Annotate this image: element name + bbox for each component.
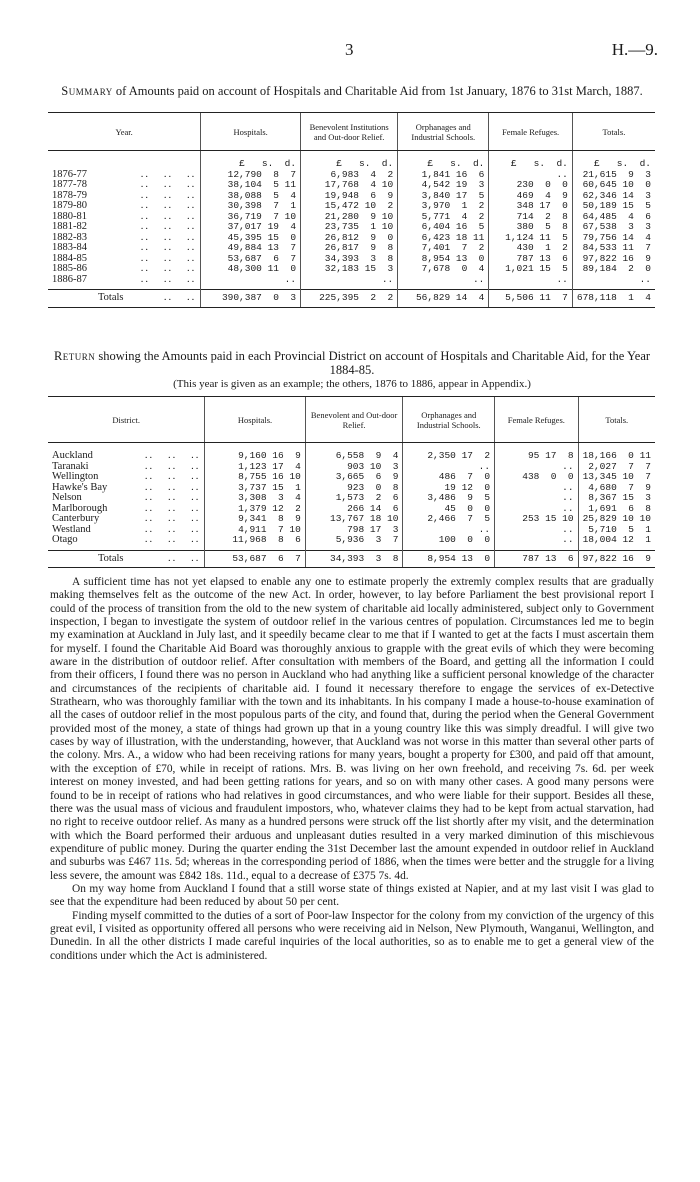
totals-label-text: Totals <box>98 292 124 303</box>
value-cell: .. <box>301 275 398 290</box>
value-cell: 798 17 3 <box>305 525 403 536</box>
value-cell: 26,812 9 0 <box>301 233 398 244</box>
value-cell: 4,911 7 10 <box>205 525 305 536</box>
total-cell: 787 13 6 <box>495 550 579 568</box>
value-cell: 45,395 15 0 <box>201 233 301 244</box>
units-cell: £ s. d. <box>572 151 655 170</box>
value-cell: 1,379 12 2 <box>205 504 305 515</box>
value-cell: 5,936 3 7 <box>305 535 403 550</box>
value-cell: 38,088 5 4 <box>201 191 301 202</box>
body-text <box>50 576 654 963</box>
leader-dots: .. .. .. <box>144 460 201 472</box>
row-label-text: 1886-87 <box>52 273 87 285</box>
value-cell: 8,367 15 3 <box>578 493 655 504</box>
leader-dots: .. .. .. <box>140 179 197 190</box>
value-cell: 11,968 8 6 <box>205 535 305 550</box>
row-label <box>48 535 205 550</box>
value-cell: 60,645 10 0 <box>572 180 655 191</box>
value-cell: 787 13 6 <box>489 254 572 265</box>
value-cell: 21,615 9 3 <box>572 170 655 181</box>
value-cell: 1,573 2 6 <box>305 493 403 504</box>
row-label-text: 1884-85 <box>52 252 87 264</box>
row-label <box>48 443 205 462</box>
value-cell: 62,346 14 3 <box>572 191 655 202</box>
value-cell: 30,398 7 1 <box>201 201 301 212</box>
value-cell: 9,160 16 9 <box>205 443 305 462</box>
paragraph: A sufficient time has not yet elapsed to enable any one to estimate properly the extremly complex results that are gradually making themselves felt as the outcome of the new Act. In order, however, to lay before Parliament the best provisional report I could of the process of transition from the old to the new system of charitable aid locally administered, subject only to Government inspection, I began to investigate the system of outdoor relief in the various centres of population. Circumstances led me to begin my examination at Auckland in July last, and it speedily became clear to me that if I wanted to get at the facts I must ascertain them for myself. I found the Charitable Aid Board was thoroughly anxious to grapple with the great evils of which they were becoming aware in the distribution of outdoor relief. After consultation with members of the Board, and getting all the information I could from their officers, I found there was no person in Auckland who had anything like a sufficient personal knowledge of the character and circumstances of the recipients of charitable aid. I found it necessary therefore to engage the services of ex-Detective Strathearn, who was thoroughly familiar with the town and its inhabitants. In his company I made a house-to-house examination of all the cases of outdoor relief in the most populous parts of the city, and found that, during the period when the General Government provided most of the money, a state of things had grown up that in a young country like this was simply dreadful. I will give two cases by way of illustration, with the understanding, however, that Auckland was not worse in this matter than several other parts of the colony. Mrs. A., a widow who had been receiving rations for many years, bought a property for £300, and paid off that amount, with the exception of £70, while in receipt of rations. Mrs. B. was living on her own freehold, and receiving 7s. 6d. per week interest on money invested, and had been getting rations for years, and so on with many other cases. A good many persons were found to be in receipt of rations who had relatives in good circumstances, and who were liable for their support. Besides all these, there was the usual mass of vicious and fraudulent impostors, who, whatever claims they had to be kept from actual starvation, had no right to receive outdoor relief. As many as a hundred persons were struck off the list shortly after my visit, and the determination with which the Board performed their arduous and unpleasant duties resulted in a very marked diminution of this mischievous expenditure of public money. During the quarter ending the 31st December last the amount expended in outdoor relief in Auckland and suburbs was £467 11s. 5d; whereas in the corresponding period of 1886, when the times were better and the struggle for a living less severe, the amount was £842 18s. 11d., equal to a decrease of £375 7s. 4d. <box>50 576 654 882</box>
totals-label <box>48 290 201 308</box>
value-cell: 6,558 9 4 <box>305 443 403 462</box>
value-cell: 53,687 6 7 <box>201 254 301 265</box>
value-cell: .. <box>489 275 572 290</box>
units-cell: £ s. d. <box>301 151 398 170</box>
table-row <box>48 222 655 233</box>
row-label-text: 1876-77 <box>52 168 87 180</box>
col-orphanages: Orphanages and Industrial Schools. <box>403 397 495 443</box>
leader-dots: .. .. .. <box>140 200 197 211</box>
leader-dots: .. .. <box>167 552 201 564</box>
total-cell: 97,822 16 9 <box>578 550 655 568</box>
leader-dots: .. .. .. <box>140 221 197 232</box>
value-cell: 430 1 2 <box>489 243 572 254</box>
value-cell: 1,124 11 5 <box>489 233 572 244</box>
value-cell: 266 14 6 <box>305 504 403 515</box>
value-cell: 100 0 0 <box>403 535 495 550</box>
leader-dots: .. .. .. <box>140 273 197 285</box>
total-cell: 5,506 11 7 <box>489 290 572 308</box>
total-cell: 56,829 14 4 <box>398 290 489 308</box>
leader-dots: .. .. .. <box>144 471 201 482</box>
col-totals: Totals. <box>578 397 655 443</box>
return-title <box>50 349 654 377</box>
value-cell: 50,189 15 5 <box>572 201 655 212</box>
value-cell: 38,104 5 11 <box>201 180 301 191</box>
value-cell: 714 2 8 <box>489 212 572 223</box>
value-cell: 1,021 15 5 <box>489 264 572 275</box>
value-cell: 5,710 5 1 <box>578 525 655 536</box>
value-cell: 438 0 0 <box>495 472 579 483</box>
value-cell: 7,678 0 4 <box>398 264 489 275</box>
value-cell: 3,486 9 5 <box>403 493 495 504</box>
value-cell: 17,768 4 10 <box>301 180 398 191</box>
value-cell: .. <box>201 275 301 290</box>
leader-dots: .. .. .. <box>144 481 201 493</box>
value-cell: 64,485 4 6 <box>572 212 655 223</box>
value-cell: 923 0 8 <box>305 483 403 494</box>
value-cell: 380 5 8 <box>489 222 572 233</box>
total-cell: 34,393 3 8 <box>305 550 403 568</box>
totals-label-text: Totals <box>98 552 124 564</box>
table-row <box>48 535 655 550</box>
value-cell: .. <box>495 504 579 515</box>
row-label-text: 1878-79 <box>52 189 87 201</box>
leader-dots: .. .. .. <box>140 189 197 201</box>
value-cell: 45 0 0 <box>403 504 495 515</box>
value-cell: 19,948 6 9 <box>301 191 398 202</box>
units-row <box>48 151 655 170</box>
col-hospitals: Hospitals. <box>205 397 305 443</box>
value-cell: 49,884 13 7 <box>201 243 301 254</box>
row-label-text: 1880-81 <box>52 210 87 222</box>
value-cell: 1,123 17 4 <box>205 462 305 473</box>
value-cell: 18,166 0 11 <box>578 443 655 462</box>
row-label-text: Auckland <box>52 450 93 461</box>
value-cell: 2,466 7 5 <box>403 514 495 525</box>
units-cell: £ s. d. <box>398 151 489 170</box>
total-cell: 225,395 2 2 <box>301 290 398 308</box>
total-cell: 390,387 0 3 <box>201 290 301 308</box>
leader-dots: .. .. .. <box>144 513 201 524</box>
value-cell: .. <box>495 462 579 473</box>
leader-dots: .. .. .. <box>144 502 201 514</box>
value-cell: 1,691 6 8 <box>578 504 655 515</box>
return-title-lead: Return <box>53 349 96 363</box>
table-row <box>48 493 655 504</box>
table-row <box>48 180 655 191</box>
row-label-text: 1882-83 <box>52 231 87 243</box>
col-hospitals: Hospitals. <box>201 113 301 151</box>
page-number: 3 <box>345 40 354 59</box>
value-cell: 3,970 1 2 <box>398 201 489 212</box>
value-cell: 12,790 8 7 <box>201 170 301 181</box>
value-cell: 903 10 3 <box>305 462 403 473</box>
value-cell: 348 17 0 <box>489 201 572 212</box>
value-cell: 7,401 7 2 <box>398 243 489 254</box>
leader-dots: .. .. .. <box>140 168 197 180</box>
col-totals: Totals. <box>572 113 655 151</box>
row-label-text: Canterbury <box>52 513 100 524</box>
value-cell: .. <box>495 493 579 504</box>
value-cell: 6,423 18 11 <box>398 233 489 244</box>
row-label-text: 1883-84 <box>52 242 87 253</box>
value-cell: 89,184 2 0 <box>572 264 655 275</box>
return-title-rest: showing the Amounts paid in each Provincial District on account of Hospitals and Charitable Aid, for the Year 1884-85. <box>95 349 651 377</box>
totals-label <box>48 550 205 568</box>
value-cell: .. <box>403 462 495 473</box>
value-cell: 25,829 10 10 <box>578 514 655 525</box>
leader-dots: .. .. .. <box>140 263 197 274</box>
table-row <box>48 243 655 254</box>
col-benevolent: Benevolent Institutions and Out-door Relief. <box>301 113 398 151</box>
units-cell: £ s. d. <box>489 151 572 170</box>
row-label-text: Wellington <box>52 471 99 482</box>
row-label-text: 1881-82 <box>52 221 87 232</box>
total-cell: 678,118 1 4 <box>572 290 655 308</box>
row-label-text: Marlborough <box>52 502 108 514</box>
document-code: H.—9. <box>611 40 658 59</box>
value-cell: 13,345 10 7 <box>578 472 655 483</box>
value-cell: 1,841 16 6 <box>398 170 489 181</box>
value-cell: 32,183 15 3 <box>301 264 398 275</box>
value-cell: 84,533 11 7 <box>572 243 655 254</box>
total-cell: 53,687 6 7 <box>205 550 305 568</box>
value-cell: 9,341 8 9 <box>205 514 305 525</box>
leader-dots: .. .. .. <box>140 231 197 243</box>
value-cell: .. <box>495 535 579 550</box>
value-cell: 15,472 10 2 <box>301 201 398 212</box>
value-cell: 6,983 4 2 <box>301 170 398 181</box>
table-row <box>48 264 655 275</box>
paragraph: Finding myself committed to the duties of a sort of Poor-law Inspector for the colony from my conviction of the urgency of this great evil, I visited as opportunity offered all persons who were receiving aid in Nelson, New Plymouth, Wanganui, Wellington, and Dunedin. In all the other districts I made careful inquiries of the local authorities, so as to enable me to get a general view of the conditions under which the Act is administered. <box>50 909 654 962</box>
value-cell: 8,954 13 0 <box>398 254 489 265</box>
page-header <box>0 40 700 62</box>
value-cell: 19 12 0 <box>403 483 495 494</box>
totals-row <box>48 290 655 308</box>
col-orphanages: Orphanages and Industrial Schools. <box>398 113 489 151</box>
value-cell: 26,817 9 8 <box>301 243 398 254</box>
row-label-text: Otago <box>52 534 78 545</box>
value-cell: 3,737 15 1 <box>205 483 305 494</box>
value-cell: .. <box>495 483 579 494</box>
row-label <box>48 275 201 290</box>
value-cell: .. <box>495 525 579 536</box>
col-female-refuges: Female Refuges. <box>489 113 572 151</box>
value-cell: 95 17 8 <box>495 443 579 462</box>
row-label-text: 1885-86 <box>52 263 87 274</box>
value-cell: .. <box>489 170 572 181</box>
row-label-text: 1879-80 <box>52 200 87 211</box>
row-label-text: Hawke's Bay <box>52 481 108 493</box>
table-row <box>48 514 655 525</box>
leader-dots: .. .. .. <box>144 450 201 461</box>
value-cell: 23,735 1 10 <box>301 222 398 233</box>
table-row <box>48 472 655 483</box>
return-note: (This year is given as an example; the others, 1876 to 1886, appear in Appendix.) <box>173 378 531 390</box>
value-cell: 486 7 0 <box>403 472 495 483</box>
paragraph: On my way home from Auckland I found that a still worse state of things existed at Napier, and at my last visit I was glad to see that the expenditure had been reduced by about 50 per cent. <box>50 882 654 909</box>
value-cell: 3,308 3 4 <box>205 493 305 504</box>
value-cell: 13,767 18 10 <box>305 514 403 525</box>
totals-row <box>48 550 655 568</box>
summary-title <box>50 84 654 98</box>
value-cell: 67,538 3 3 <box>572 222 655 233</box>
value-cell: 37,017 19 4 <box>201 222 301 233</box>
value-cell: .. <box>403 525 495 536</box>
table-row <box>48 443 655 462</box>
value-cell: 230 0 0 <box>489 180 572 191</box>
leader-dots: .. .. <box>163 292 197 303</box>
leader-dots: .. .. .. <box>144 492 201 503</box>
col-year: Year. <box>48 113 201 151</box>
value-cell: 4,542 19 3 <box>398 180 489 191</box>
leader-dots: .. .. .. <box>140 242 197 253</box>
total-cell: 8,954 13 0 <box>403 550 495 568</box>
value-cell: 6,404 16 5 <box>398 222 489 233</box>
table-row <box>48 201 655 212</box>
summary-title-rest: of Amounts paid on account of Hospitals and Charitable Aid from 1st January, 1876 to 31st March, 1887. <box>112 84 643 98</box>
value-cell: 8,755 16 10 <box>205 472 305 483</box>
row-label-text: 1877-78 <box>52 179 87 190</box>
value-cell: 3,840 17 5 <box>398 191 489 202</box>
value-cell: 253 15 10 <box>495 514 579 525</box>
value-cell: 3,665 6 9 <box>305 472 403 483</box>
col-benevolent: Benevolent and Out-door Relief. <box>305 397 403 443</box>
summary-title-lead: Summary <box>61 84 113 98</box>
value-cell: .. <box>398 275 489 290</box>
value-cell: 79,756 14 4 <box>572 233 655 244</box>
value-cell: 97,822 16 9 <box>572 254 655 265</box>
value-cell: 21,280 9 10 <box>301 212 398 223</box>
col-female-refuges: Female Refuges. <box>495 397 579 443</box>
col-district: District. <box>48 397 205 443</box>
value-cell: 5,771 4 2 <box>398 212 489 223</box>
leader-dots: .. .. .. <box>144 534 201 545</box>
value-cell: 469 4 9 <box>489 191 572 202</box>
value-cell: 2,350 17 2 <box>403 443 495 462</box>
summary-table <box>48 112 655 308</box>
value-cell: 2,027 7 7 <box>578 462 655 473</box>
value-cell: 36,719 7 10 <box>201 212 301 223</box>
value-cell: .. <box>572 275 655 290</box>
value-cell: 34,393 3 8 <box>301 254 398 265</box>
value-cell: 18,004 12 1 <box>578 535 655 550</box>
row-label-text: Taranaki <box>52 460 89 472</box>
leader-dots: .. .. .. <box>140 210 197 222</box>
leader-dots: .. .. .. <box>144 523 201 535</box>
units-blank <box>48 151 201 170</box>
row-label-text: Nelson <box>52 492 82 503</box>
row-label-text: Westland <box>52 523 91 535</box>
return-table <box>48 396 655 568</box>
value-cell: 4,680 7 9 <box>578 483 655 494</box>
table-row <box>48 275 655 290</box>
value-cell: 48,300 11 0 <box>201 264 301 275</box>
leader-dots: .. .. .. <box>140 252 197 264</box>
units-cell: £ s. d. <box>201 151 301 170</box>
